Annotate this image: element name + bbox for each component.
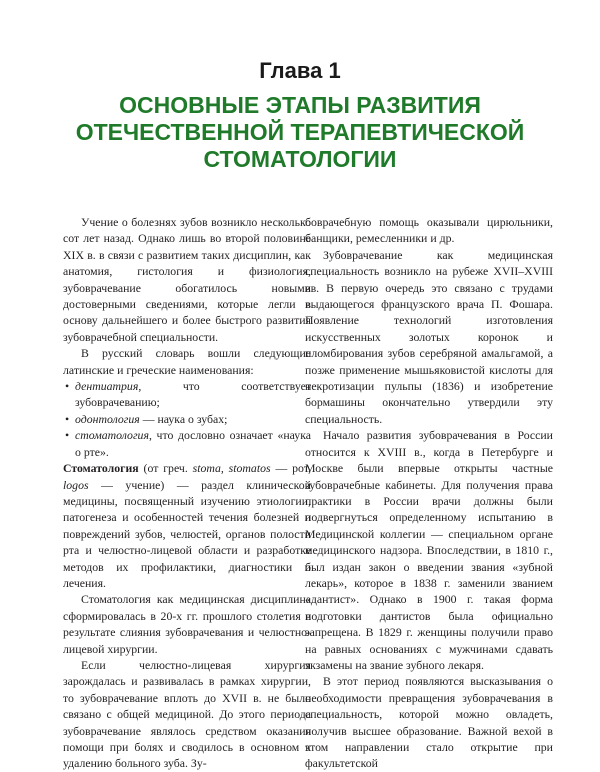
definition-paragraph: [63, 460, 311, 591]
paragraph: В русский словарь вошли следующие латинские и греческие наименования:: [63, 346, 311, 377]
paragraph: Если челюстно-лицевая хирургия зарождалась и развивалась в рамках хирургии, то зубоврачевание вплоть до XVII в. не было связано с общей медициной. До этого периода зубоврачевание являлось средством оказания помощи при болях и сводилось в основном к удалению больного зуба. Зу-: [63, 657, 311, 771]
paragraph: В этот период появляются высказывания о необходимости превращения зубоврачевания в специальность, которой можно овладеть, получив высшее образование. Важной вехой в этом направлении стало открытие при факультетской: [305, 674, 553, 771]
list-item: [63, 411, 311, 427]
title-line: ОТЕЧЕСТВЕННОЙ ТЕРАПЕВТИЧЕСКОЙ: [75, 119, 525, 145]
text-span: (от греч.: [138, 461, 193, 476]
list-item: [63, 378, 311, 411]
term: стоматология: [75, 428, 149, 443]
right-column: [305, 214, 553, 772]
term-desc: , что соответствует зубоврачеванию;: [75, 379, 311, 410]
title-line: СТОМАТОЛОГИИ: [203, 146, 397, 172]
chapter-title: [40, 92, 560, 173]
greek-term: stoma, stomatos: [192, 461, 271, 476]
paragraph: боврачебную помощь оказывали цирюльники, банщики, ремесленники и др.: [305, 215, 553, 246]
term: дентиатрия: [75, 379, 139, 394]
paragraph: Зубоврачевание как медицинская специальность возникло на рубеже XVII–XVIII вв. В первую очередь это связано с трудами выдающегося французского врача П. Фошара. Появление технологий изготовления искусственных золотых коронок и пломбирования зубов серебряной амальгамой, а позже применение мышьяковистой кислоты для некротизации пульпы (1836) и изобретение бормашины окончательно утвердили эту специальность.: [305, 247, 553, 426]
definition-term: Стоматология: [63, 461, 139, 476]
chapter-label: Глава 1: [259, 58, 341, 83]
paragraph: Учение о болезнях зубов возникло несколько сот лет назад. Однако лишь во второй половине XIX в. в связи с развитием таких дисциплин, как анатомия, гистология и физиология, зубоврачевание обогатилось новыми достоверными сведениями, которые легли в основу дальнейшего и более быстрого развития зубоврачебной специальности.: [63, 215, 311, 344]
title-line: ОСНОВНЫЕ ЭТАПЫ РАЗВИТИЯ: [119, 92, 481, 118]
list-item: [63, 427, 311, 460]
text-span: — учение) — раздел клинической медицины, посвященный изучению этиологии, патогенеза и особенностей течения болезней и повреждений зубов, челюстей, органов полости рта и челюстно-лицевой области и разработке методов их профилактики, диагностики и лечения.: [63, 477, 311, 590]
term-desc: — наука о зубах;: [139, 411, 228, 426]
paragraph: Стоматология как медицинская дисциплина сформировалась в 20-х гг. прошлого столетия в результате слияния зубоврачевания и челюстно-лицевой хирургии.: [63, 592, 311, 656]
left-column: [63, 214, 311, 772]
paragraph: Начало развития зубоврачевания в России относится к XVIII в., когда в Петербурге и Москве были впервые открыты частные зубоврачебные кабинеты. Для получения права практики в России врачи должны были подвергнуться определенному испытанию в Медицинской коллегии — специальном органе медицинского надзора. Впоследствии, в 1810 г., был издан закон о введении звания «зубной лекарь», которое в 1838 г. заменили званием «дантист». Однако в 1900 г. такая форма подготовки дантистов была официально запрещена. В 1829 г. женщины получили право на равных основаниях с мужчинами сдавать экзамены на звание зубного лекаря.: [305, 428, 553, 672]
greek-term: logos: [63, 477, 89, 492]
text-span: — рот,: [270, 461, 311, 476]
term: одонтология: [75, 411, 140, 426]
term-desc: , что дословно означает «наука о рте».: [75, 428, 311, 459]
term-list: [63, 378, 311, 460]
